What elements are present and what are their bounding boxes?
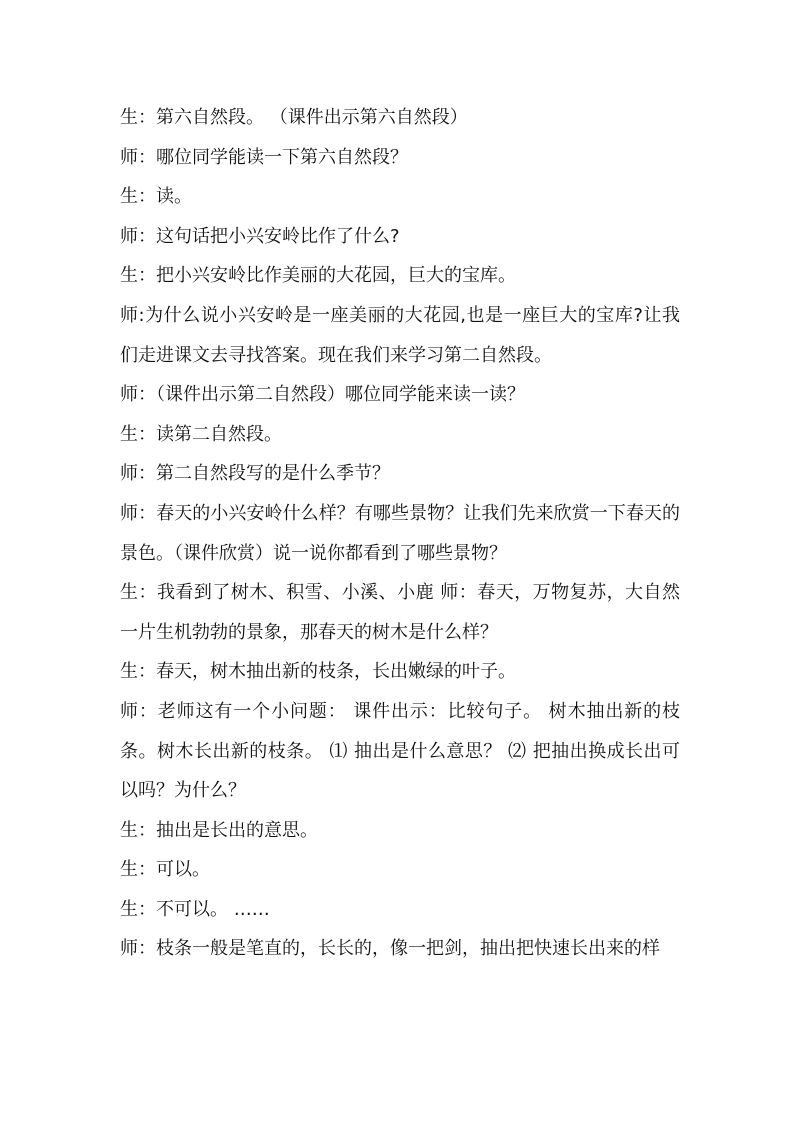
paragraph: 生：读。 [120, 186, 192, 208]
paragraph: 师：老师这有一个小问题： 课件出示：比较句子。 树木抽出新的枝条。树木长出新的枝条。 ⑴ 抽出是什么意思？ ⑵ 把抽出换成长出可以吗？为什么？ [120, 700, 680, 802]
paragraph: 生：春天，树木抽出新的枝条，长出嫩绿的叶子。 [120, 661, 516, 683]
paragraph: 生：第六自然段。 （课件出示第六自然段） [120, 107, 468, 128]
paragraph: 生：把小兴安岭比作美丽的大花园，巨大的宝库。 [120, 265, 516, 287]
paragraph: 生：读第二自然段。 [120, 423, 282, 445]
paragraph: 师：枝条一般是笔直的，长长的，像一把剑，抽出把快速长出来的样 [120, 938, 660, 960]
paragraph: 师：这句话把小兴安岭比作了什么? [120, 225, 400, 247]
paragraph: 师：第二自然段写的是什么季节？ [120, 463, 390, 485]
paragraph: 师：（课件出示第二自然段）哪位同学能来读一读？ [120, 384, 525, 406]
paragraph: 生：抽出是长出的意思。 [120, 819, 318, 841]
paragraph: 生：不可以。 …… [120, 898, 270, 920]
paragraph: 生：我看到了树木、积雪、小溪、小鹿 师：春天，万物复苏，大自然一片生机勃勃的景象，那春天的树木是什么样？ [120, 582, 680, 643]
document-body [120, 98, 680, 969]
paragraph: 生：可以。 [120, 859, 210, 881]
paragraph: 师：春天的小兴安岭什么样？有哪些景物？让我们先来欣赏一下春天的景色。（课件欣赏）说一说你都看到了哪些景物？ [120, 502, 680, 564]
paragraph: 师：哪位同学能读一下第六自然段？ [120, 146, 408, 168]
paragraph: 师:为什么说小兴安岭是一座美丽的大花园,也是一座巨大的宝库?让我们走进课文去寻找答案。现在我们来学习第二自然段。 [120, 304, 680, 366]
